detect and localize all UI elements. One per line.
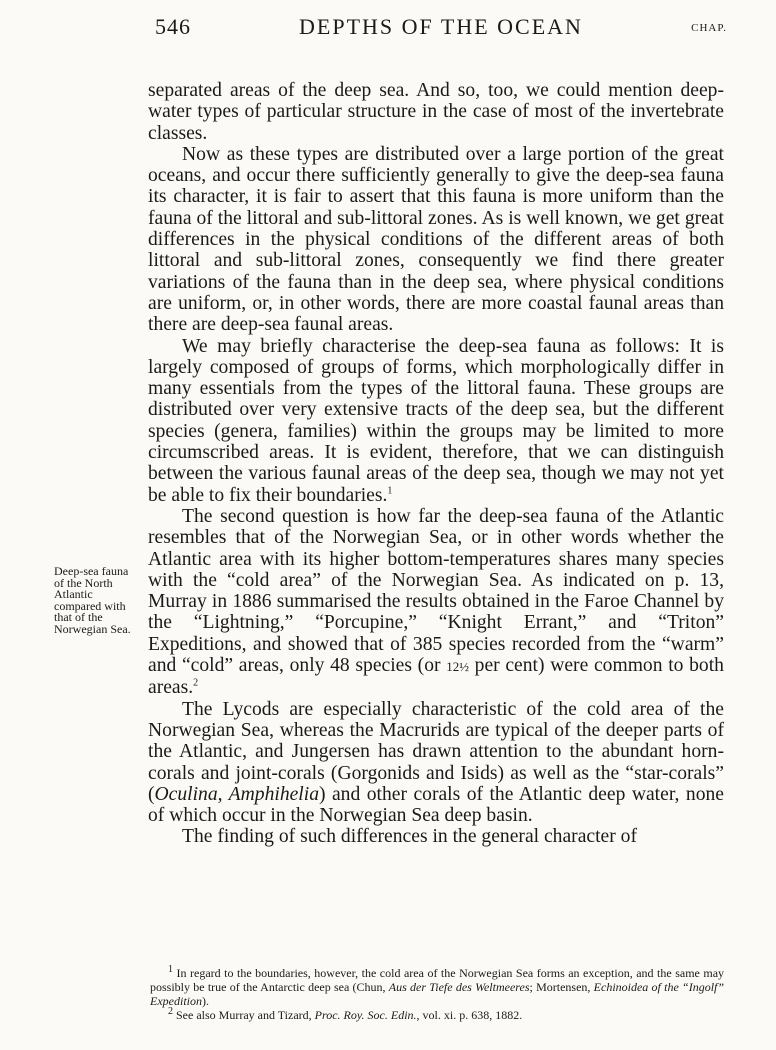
paragraph-text: The second question is how far the deep-sea fauna of the Atlantic resembles that of the Norwegian Sea, or in other words whether the Atlantic area with its higher bottom-temperatures shares many species with the “cold area” of the Norwegian Sea. As indicated on p. 13, Murray in 1886 summarised the results obtained in the Faroe Channel by the “Lightning,” “Porcupine,” “Knight Errant,” and “Triton” Expeditions, and showed that of 385 species recorded from the “warm” and “cold” areas, only 48 species (or xyxy=(148,505,724,677)
paragraph xyxy=(148,506,724,699)
paragraph: Now as these types are distributed over a large portion of the great oceans, and occur there sufficiently generally to give the deep-sea fauna its character, it is fair to assert that this fauna is more uniform than the fauna of the littoral and sub-littoral zones. As is well known, we get great differences in the physical conditions of the different areas of both littoral and sub-littoral zones, consequently we find there greater variations of the fauna than in the deep sea, where physical conditions are uniform, or, in other words, there are more coastal faunal areas than there are deep-sea faunal areas. xyxy=(148,143,724,336)
main-text xyxy=(148,80,724,848)
page-header xyxy=(155,14,727,44)
chapter-label: CHAP. xyxy=(691,22,727,34)
paragraph-text: The Lycods are especially characteristic of the cold area of the Norwegian Sea, whereas the Macrurids are typical of the deeper parts of the Atlantic, and Jungersen has drawn attention to the abundant horn-corals and joint-corals (Gorgonids and Isids) as well as the “star-corals” ( xyxy=(148,698,724,805)
citation-title: Aus der Tiefe des Weltmeeres xyxy=(388,980,530,994)
margin-note: Deep-sea fauna of the North Atlantic compared with that of the Norwegian Sea. xyxy=(54,564,131,636)
paragraph-continued: separated areas of the deep sea. And so, too, we could mention deep-water types of particular structure in the case of most of the invertebrate classes. xyxy=(148,80,724,144)
footnotes xyxy=(150,966,724,1022)
footnote-ref: 1 xyxy=(387,485,393,497)
footnote-ref: 2 xyxy=(193,677,199,689)
footnote-number: 2 xyxy=(168,1006,173,1017)
citation-title: Echinoidea of the “Ingolf” Expedition xyxy=(150,980,725,1008)
paragraph xyxy=(148,699,724,827)
running-title: DEPTHS OF THE OCEAN xyxy=(299,14,583,39)
paragraph-text: We may briefly characterise the deep-sea fauna as follows: It is largely composed of groups of forms, which morphologically differ in many essentials from the types of the littoral fauna. These groups are distributed over very extensive tracts of the deep sea, but the different species (genera, families) within the groups may be limited to more circumscribed areas. It is evident, therefore, that we can distinguish between the various faunal areas of the deep sea, though we may not yet be able to fix their boundaries. xyxy=(148,335,724,506)
footnote: $^1$ In regard to the boundaries, however, the cold area of the Norwegian Sea forms an exception, and the same may possibly be true of the Antarctic deep sea (Chun, Aus der Tiefe des Weltmeeres; Mortensen, Echinoidea of the “Ingolf” Expedition). xyxy=(150,964,725,1008)
footnote: $^2$ See also Murray and Tizard, Proc. Roy. Soc. Edin., vol. xi. p. 638, 1882. xyxy=(168,1006,523,1022)
paragraph-text: ) and other corals of the Atlantic deep water, none of which occur in the Norwegian Sea deep basin. xyxy=(148,783,724,827)
paragraph: The finding of such differences in the general character of xyxy=(182,826,637,848)
page-number: 546 xyxy=(155,14,191,39)
italic-taxa: Oculina, Amphihelia xyxy=(154,783,319,805)
citation-title: Proc. Roy. Soc. Edin. xyxy=(314,1008,417,1022)
paragraph-text: per cent) were common to both areas. xyxy=(148,655,724,699)
fraction: 12½ xyxy=(446,659,469,675)
paragraph xyxy=(148,336,724,506)
footnote-number: 1 xyxy=(168,964,173,975)
